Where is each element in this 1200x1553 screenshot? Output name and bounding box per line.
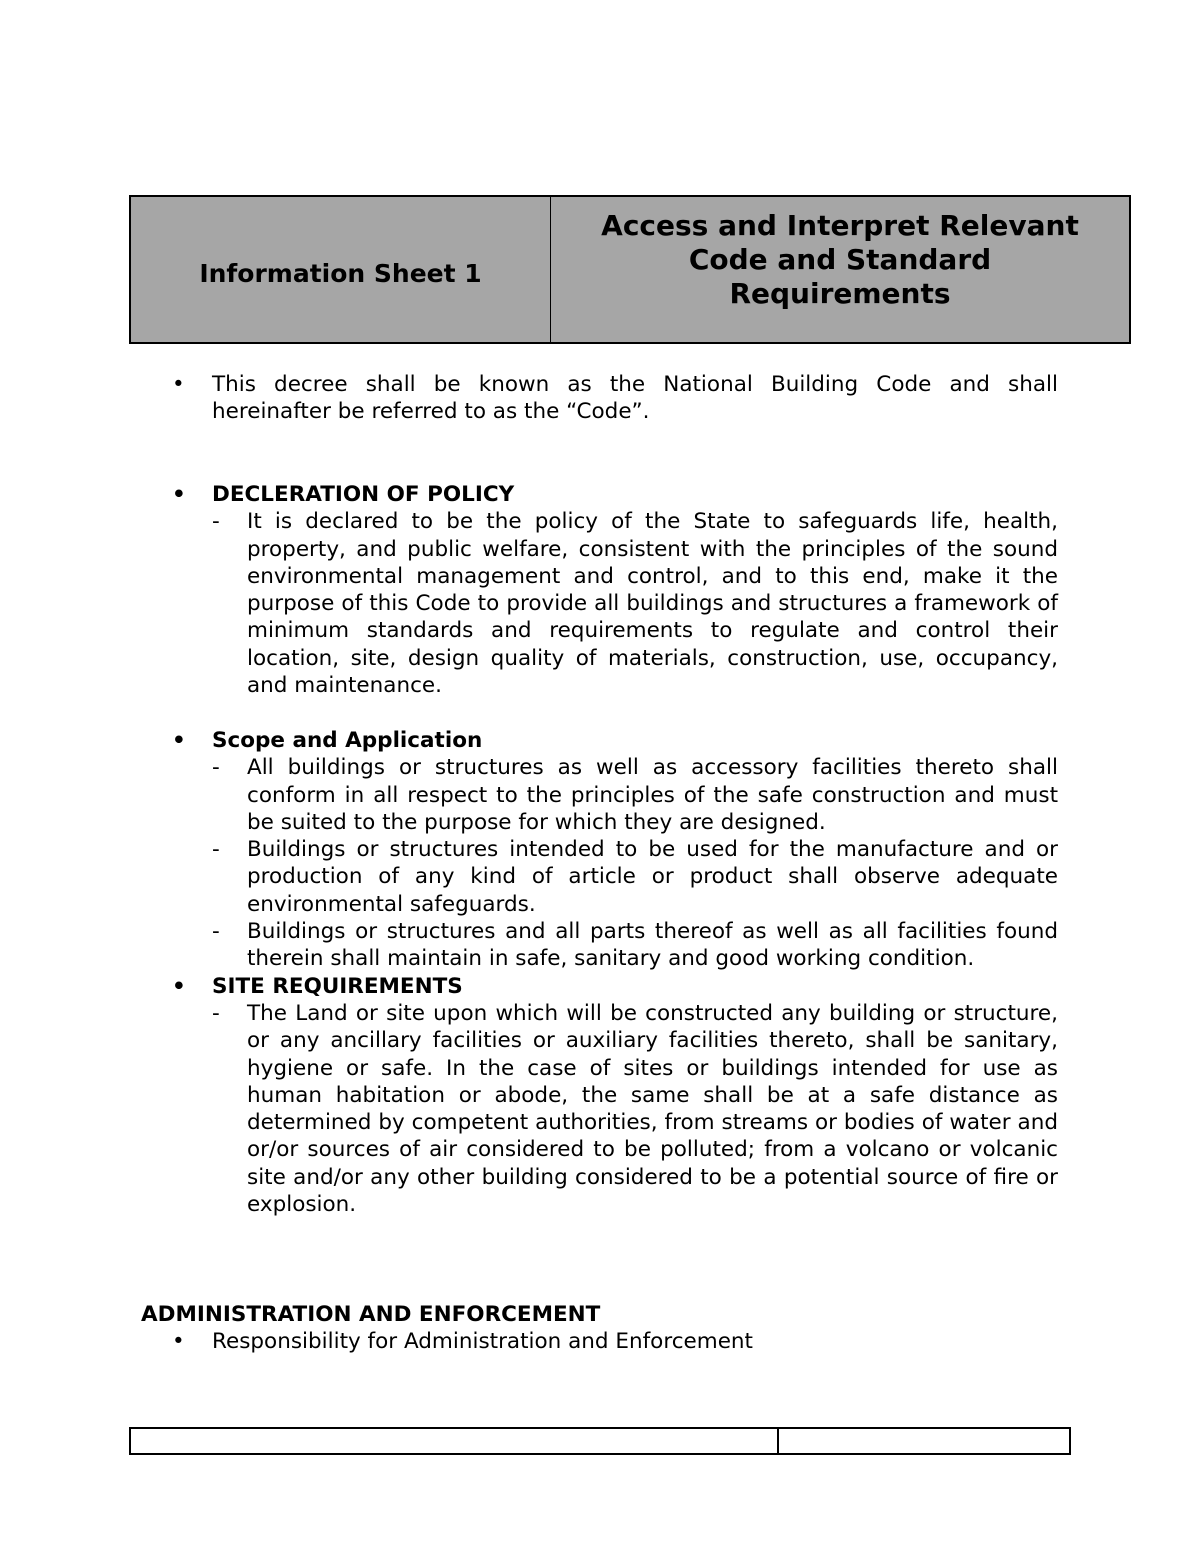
dash-marker: - <box>212 509 220 535</box>
intro-bullet-item <box>172 371 1058 426</box>
footer-cell-left <box>131 1429 779 1453</box>
dash-marker: - <box>212 919 220 945</box>
list-item-text: It is declared to be the policy of the State to safeguards life, health, property, and public welfare, consistent with the principles of the sound environmental management and control, and to this end, make it the purpose of this Code to provide all buildings and structures a framework of minimum standards and requirements to regulate and control their location, site, design quality of materials, construction, use, occupancy, and maintenance. <box>247 509 1058 699</box>
bullet-icon: • <box>172 973 186 999</box>
bullet-icon: • <box>172 482 186 507</box>
footer-table <box>129 1427 1071 1455</box>
list-item-text: Buildings or structures and all parts thereof as well as all facilities found therein shall maintain in safe, sanitary and good working condition. <box>247 919 1058 972</box>
list-item <box>172 754 1058 836</box>
list-item <box>172 836 1058 918</box>
intro-text: This decree shall be known as the National Building Code and shall hereinafter be referred to as the “Code”. <box>212 372 1058 425</box>
list-item-text: Buildings or structures intended to be used for the manufacture and or production of any kind of article or product shall observe adequate environmental safeguards. <box>247 837 1058 917</box>
title-line-1: Access and Interpret Relevant <box>601 209 1079 242</box>
header-table <box>129 195 1131 344</box>
title-line-2: Code and Standard <box>688 243 992 276</box>
section-declaration-of-policy <box>172 481 1058 699</box>
list-item-text: All buildings or structures as well as accessory facilities thereto shall conform in all respect to the principles of the safe construction and must be suited to the purpose for which they are designed. <box>247 755 1058 835</box>
dash-marker: - <box>212 755 220 781</box>
sheet-label: Information Sheet 1 <box>131 197 551 342</box>
section-heading: DECLERATION OF POLICY <box>212 482 515 507</box>
bullet-icon: • <box>172 1329 185 1354</box>
dash-marker: - <box>212 837 220 863</box>
section-heading: Scope and Application <box>212 728 483 753</box>
admin-heading: ADMINISTRATION AND ENFORCEMENT <box>141 1302 601 1327</box>
bullet-icon: • <box>172 372 185 397</box>
list-item-text: The Land or site upon which will be constructed any building or structure, or any ancillary facilities or auxiliary facilities thereto, shall be sanitary, hygiene or safe. In the case of sites or buildings intended for use as human habitation or abode, the same shall be at a safe distance as determined by competent authorities, from streams or bodies of water and or/or sources of air considered to be polluted; from a volcano or volcanic site and/or any other building considered to be a potential source of fire or explosion. <box>247 1000 1058 1218</box>
list-item <box>172 1000 1058 1218</box>
dash-marker: - <box>212 1000 220 1026</box>
admin-item-text: Responsibility for Administration and Enforcement <box>212 1329 753 1354</box>
list-item <box>172 918 1058 973</box>
list-item <box>172 508 1058 699</box>
title-line-3: Requirements <box>729 277 951 310</box>
bullet-icon: • <box>172 728 186 753</box>
section-heading: SITE REQUIREMENTS <box>212 973 463 999</box>
footer-cell-right <box>779 1429 1069 1453</box>
admin-bullet-item <box>172 1328 1058 1355</box>
section-scope-and-application <box>172 727 1058 1218</box>
document-title <box>551 197 1129 342</box>
